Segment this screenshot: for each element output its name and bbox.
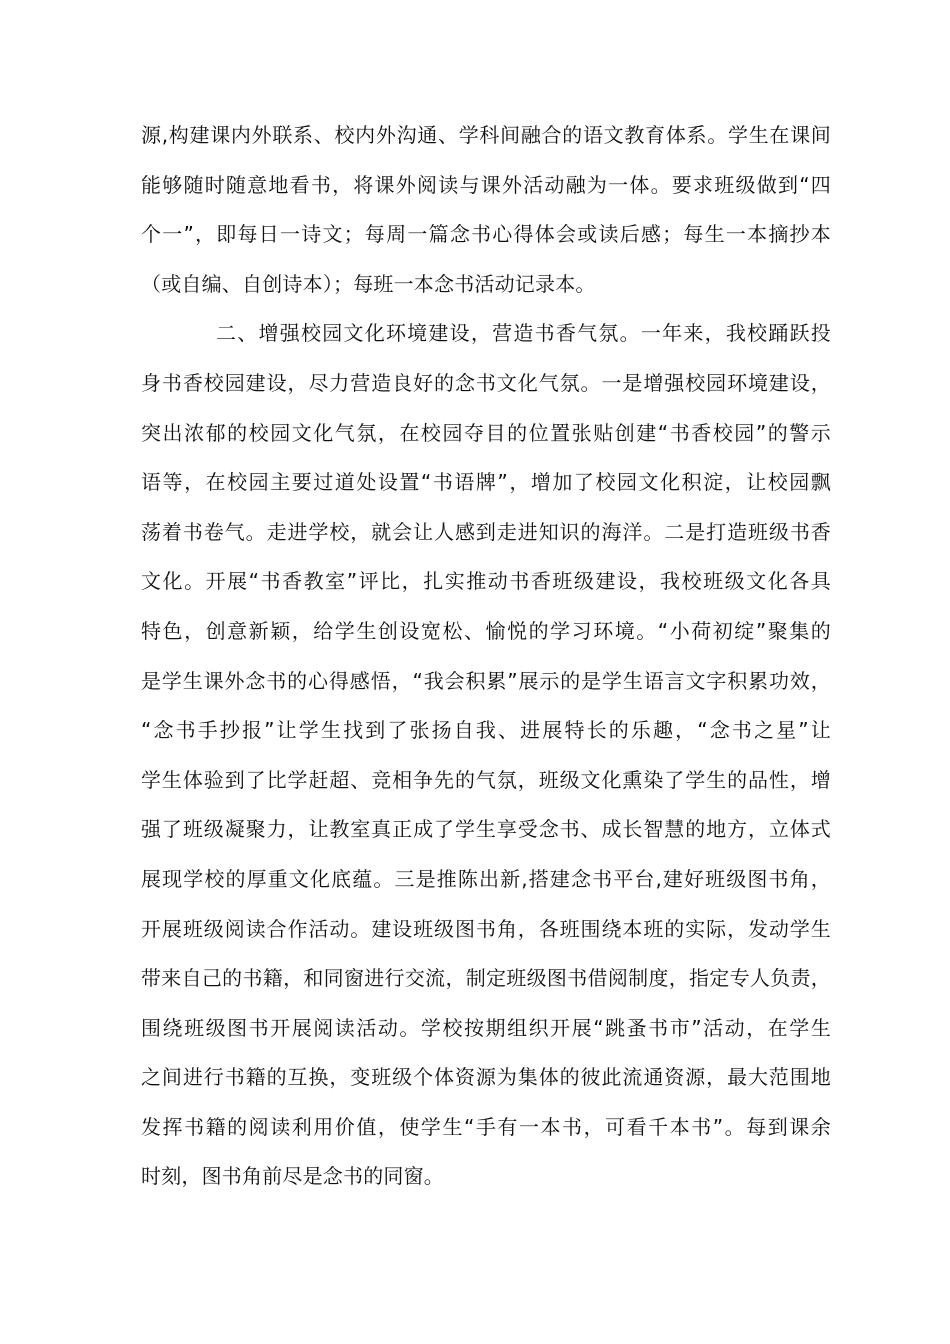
text-line: 时刻，图书角前尽是念书的同窗。 [141, 1164, 444, 1189]
text-line: 发挥书籍的阅读利用价值，使学生“手有一本书，可看千本书”。每到课余 [141, 1114, 831, 1139]
text-line: 强了班级凝聚力，让教室真正成了学生享受念书、成长智慧的地方，立体式 [141, 817, 831, 842]
text-line: 荡着书卷气。走进学校，就会让人感到走进知识的海洋。二是打造班级书香 [141, 519, 831, 544]
text-line: 能够随时随意地看书，将课外阅读与课外活动融为一体。要求班级做到“四 [141, 172, 831, 197]
text-line: 围绕班级图书开展阅读活动。学校按期组织开展“跳蚤书市”活动，在学生 [141, 1015, 831, 1040]
body-text [141, 111, 831, 1202]
text-line: 源,构建课内外联系、校内外沟通、学科间融合的语文教育体系。学生在课间 [141, 123, 831, 147]
text-line: 突出浓郁的校园文化气氛，在校园夺目的位置张贴创建“书香校园”的警示 [141, 420, 831, 445]
text-line: “念书手抄报”让学生找到了张扬自我、进展特长的乐趣，“念书之星”让 [141, 718, 831, 743]
text-line: 是学生课外念书的心得感悟，“我会积累”展示的是学生语言文字积累功效， [141, 668, 831, 693]
section-heading-line: 二、增强校园文化环境建设，营造书香气氛。一年来，我校踊跃投 [216, 321, 831, 346]
text-line: 特色，创意新颖，给学生创设宽松、愉悦的学习环境。“小荷初绽”聚集的 [141, 618, 831, 643]
text-line: 展现学校的厚重文化底蕴。三是推陈出新,搭建念书平台,建好班级图书角， [141, 866, 831, 891]
text-line: 之间进行书籍的互换，变班级个体资源为集体的彼此流通资源，最大范围地 [141, 1065, 831, 1090]
text-line: 学生体验到了比学赶超、竞相争先的气氛，班级文化熏染了学生的品性，增 [141, 767, 831, 792]
text-line: 带来自己的书籍，和同窗进行交流，制定班级图书借阅制度，指定专人负责， [141, 966, 831, 991]
text-line: 语等，在校园主要过道处设置“书语牌”，增加了校园文化积淀，让校园飘 [141, 470, 831, 495]
text-line: 开展班级阅读合作活动。建设班级图书角，各班围绕本班的实际，发动学生 [141, 916, 831, 941]
text-line: 个一”，即每日一诗文；每周一篇念书心得体会或读后感；每生一本摘抄本 [141, 222, 831, 247]
text-line: 文化。开展“书香教室”评比，扎实推动书香班级建设，我校班级文化各具 [141, 569, 831, 594]
text-line: （或自编、自创诗本）；每班一本念书活动记录本。 [141, 271, 596, 296]
text-line: 身书香校园建设，尽力营造良好的念书文化气氛。一是增强校园环境建设， [141, 370, 831, 395]
